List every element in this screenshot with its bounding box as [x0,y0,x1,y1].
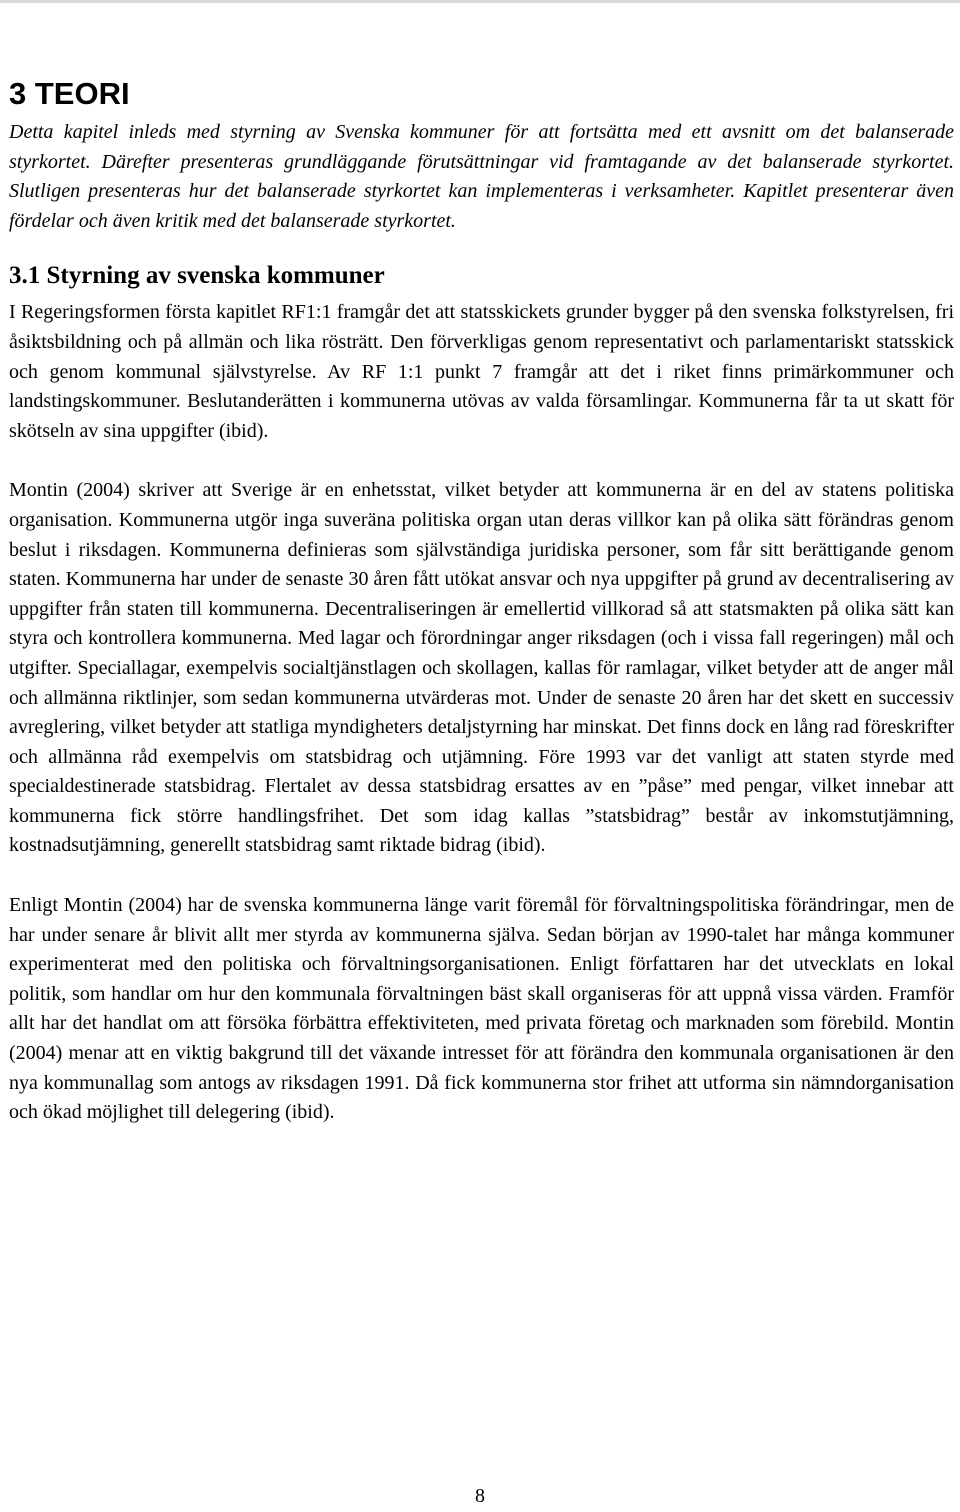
section-heading: 3.1 Styrning av svenska kommuner [9,262,385,290]
section-paragraph-1: I Regeringsformen första kapitlet RF1:1 framgår det att statsskickets grunder bygger på den svenska folkstyrelsen, fri åsiktsbildning och på allmän och lika rösträtt. Den förverkligas genom representativt och parlamentariskt statsskick och genom kommunal självstyrelse. Av RF 1:1 punkt 7 framgår att det i riket finns primärkommuner och landstingskommuner. Beslutanderätten i kommunerna utövas av valda församlingar. Kommunerna får ta ut skatt för skötseln av sina uppgifter (ibid). [9,301,954,442]
chapter-title: 3 TEORI [9,76,130,111]
page-number: 8 [475,1485,485,1507]
section-paragraph-3: Enligt Montin (2004) har de svenska kommunerna länge varit föremål för förvaltningspolitiska förändringar, men de har under senare år blivit allt mer styrda av kommunerna själva. Sedan början av 1990-talet har många kommuner experimenterat med den politiska och förvaltningsorganisationen. Enligt författaren har det utvecklats en lokal politik, som handlar om hur den kommunala förvaltningen bäst skall organiseras för att uppnå vissa värden. Framför allt har det handlat om att försöka förbättra effektiviteten, med privata företag och marknaden som förebild. Montin (2004) menar att en viktig bakgrund till det växande intresset för att förändra den kommunala organisationen är den nya kommunallag som antogs av riksdagen 1991. Då fick kommunerna stor frihet att utforma sin nämndorganisation och ökad möjlighet till delegering (ibid). [9,894,954,1124]
page-top-border [0,0,960,3]
chapter-intro: Detta kapitel inleds med styrning av Svenska kommuner för att fortsätta med ett avsnitt om det balanserade styrkortet. Därefter presenteras grundläggande förutsättningar vid framtagande av det balanserade styrkortet. Slutligen presenteras hur det balanserade styrkortet kan implementeras i verksamheter. Kapitlet presenterar även fördelar och även kritik med det balanserade styrkortet. [9,121,954,232]
section-paragraph-2: Montin (2004) skriver att Sverige är en enhetsstat, vilket betyder att kommunerna är en del av statens politiska organisation. Kommunerna utgör inga suveräna politiska organ utan deras villkor kan på olika sätt förändras genom beslut i riksdagen. Kommunerna definieras som självständiga juridiska personer, som får sitt berättigande genom staten. Kommunerna har under de senaste 30 åren fått utökat ansvar och nya uppgifter på grund av decentralisering av uppgifter från staten till kommunerna. Decentraliseringen är emellertid villkorad så att statsmakten på olika sätt kan styra och kontrollera kommunerna. Med lagar och förordningar anger riksdagen (och i vissa fall regeringen) mål och utgifter. Speciallagar, exempelvis socialtjänstlagen och skollagen, kallas för ramlagar, vilket betyder att de anger mål och allmänna riktlinjer, som sedan kommunerna utvärderas mot. Under de senaste 20 åren har det skett en successiv avreglering, vilket betyder att statliga myndigheters detaljstyrning har minskat. Det finns dock en lång rad föreskrifter och allmänna råd exempelvis om statsbidrag och utjämning. Före 1993 var det vanligt att staten styrde med specialdestinerade statsbidrag. Flertalet av dessa statsbidrag ersattes av en ”påse” med pengar, vilket innebar att kommunerna fick större handlingsfrihet. Det som idag kallas ”statsbidrag” består av inkomstutjämning, kostnadsutjämning, generellt statsbidrag samt riktade bidrag (ibid). [9,479,954,857]
document-page [9,74,954,1158]
